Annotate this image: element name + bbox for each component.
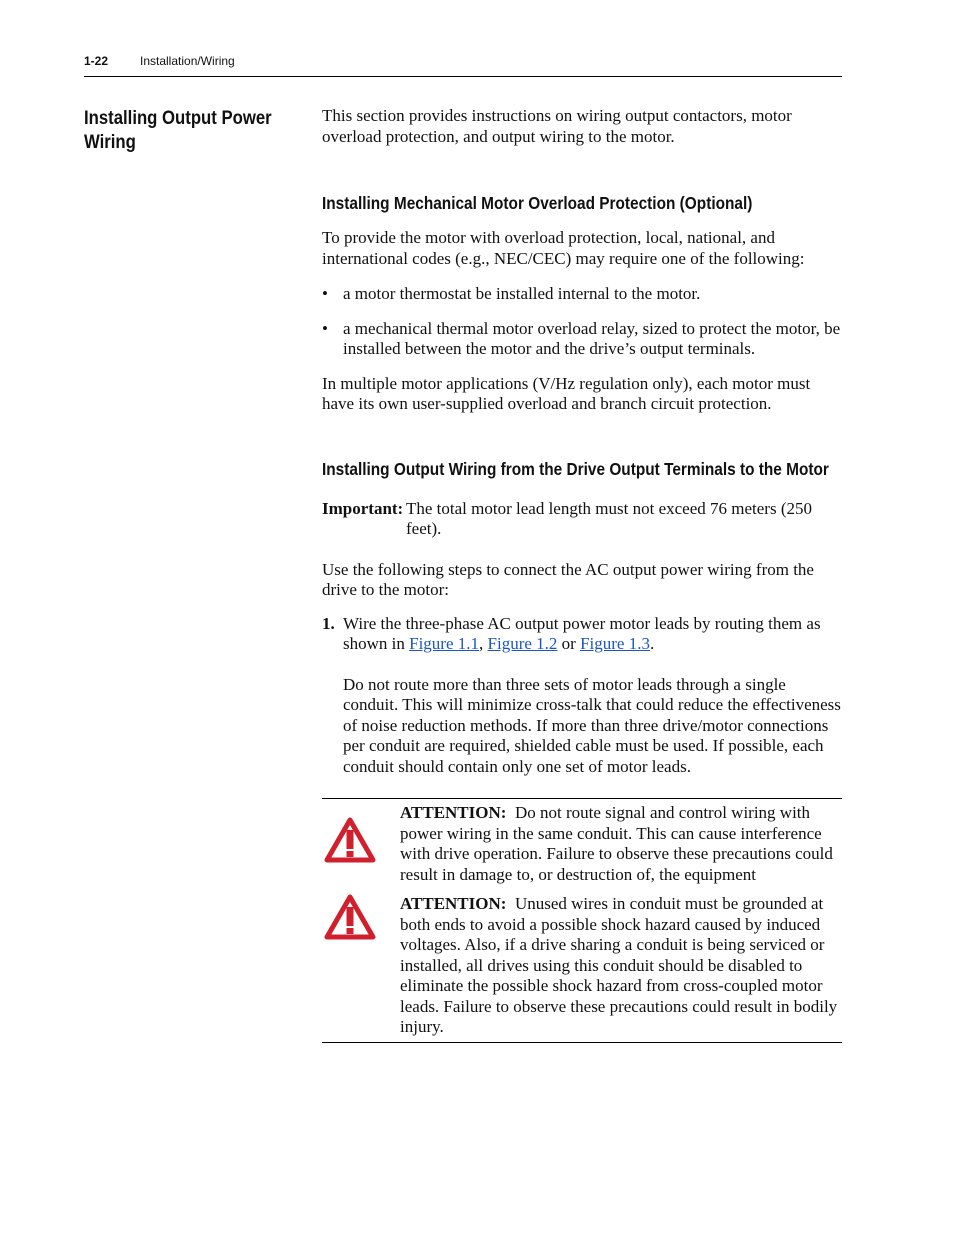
figure-1-3-link[interactable]: Figure 1.3: [580, 634, 650, 653]
attention-label: ATTENTION:: [400, 894, 507, 913]
overload-paragraph: To provide the motor with overload protection, local, national, and international codes (e.g., NEC/CEC) may require one of the following:: [322, 228, 805, 268]
warning-triangle-icon: [324, 817, 376, 869]
figure-1-2-link[interactable]: Figure 1.2: [487, 634, 558, 653]
attention-block: [322, 803, 842, 885]
page-number: 1-22: [84, 54, 109, 68]
bullet: •: [322, 318, 328, 338]
output-wiring-heading: Installing Output Wiring from the Drive Output Terminals to the Motor: [322, 458, 829, 479]
list-item: [322, 284, 842, 305]
page-header: [84, 52, 842, 77]
figure-1-1-link[interactable]: Figure 1.1: [409, 634, 480, 653]
attention-block: [322, 894, 842, 1038]
attention-body: Unused wires in conduit must be grounded at both ends to avoid a possible shock hazard caused by induced voltages. Also, if a drive sharing a conduit is being serviced or installed, all drives using this conduit should be disabled to eliminate the possible shock hazard from cross-coupled motor leads. Failure to observe these precautions could result in bodily injury.: [400, 894, 838, 1036]
attention-label: ATTENTION:: [400, 803, 507, 822]
intro-paragraph: This section provides instructions on wiring output contactors, motor overload protection, and output wiring to the motor.: [322, 106, 792, 146]
step-text-end: .: [649, 634, 655, 653]
steps-intro: Use the following steps to connect the AC output power wiring from the drive to the motor:: [322, 559, 814, 599]
separator: ,: [479, 634, 488, 653]
attention-box: [322, 798, 842, 1043]
list-item-text: a motor thermostat be installed internal to the motor.: [343, 284, 701, 303]
overload-heading: Installing Mechanical Motor Overload Protection (Optional): [322, 193, 753, 213]
list-item: [322, 319, 842, 360]
step-text: [343, 614, 842, 655]
step-text-start: Wire the three-phase AC output power motor leads by routing them as shown in: [343, 613, 821, 653]
important-label: Important:: [322, 498, 404, 518]
step-detail: Do not route more than three sets of motor leads through a single conduit. This will minimize cross-talk that could reduce the effectiveness of noise reduction methods. If more than three drive/motor connections per conduit are required, shielded cable must be used. If possible, each conduit should contain only one set of motor leads.: [343, 674, 841, 776]
separator: or: [557, 634, 581, 653]
attention-text: [400, 803, 842, 885]
step-number: 1.: [322, 613, 335, 633]
side-heading: Installing Output Power Wiring: [84, 108, 272, 153]
section-name: Installation/Wiring: [140, 54, 235, 68]
multi-motor-paragraph: In multiple motor applications (V/Hz regulation only), each motor must have its own user-supplied overload and branch circuit protection.: [322, 373, 811, 413]
important-note: [322, 499, 842, 540]
attention-body: Do not route signal and control wiring with power wiring in the same conduit. This can cause interference with drive operation. Failure to observe these precautions could result in damage to, or destruction of, the equipment: [400, 803, 833, 884]
list-item-text: a mechanical thermal motor overload relay, sized to protect the motor, be installed between the motor and the drive’s output terminals.: [343, 318, 841, 358]
attention-text: [400, 894, 842, 1038]
important-text: The total motor lead length must not exceed 76 meters (250 feet).: [406, 498, 812, 538]
warning-triangle-icon: [324, 894, 376, 946]
step-1: [322, 614, 842, 778]
overload-bullet-list: [322, 284, 842, 360]
main-content: [322, 106, 842, 1043]
bullet: •: [322, 284, 328, 303]
